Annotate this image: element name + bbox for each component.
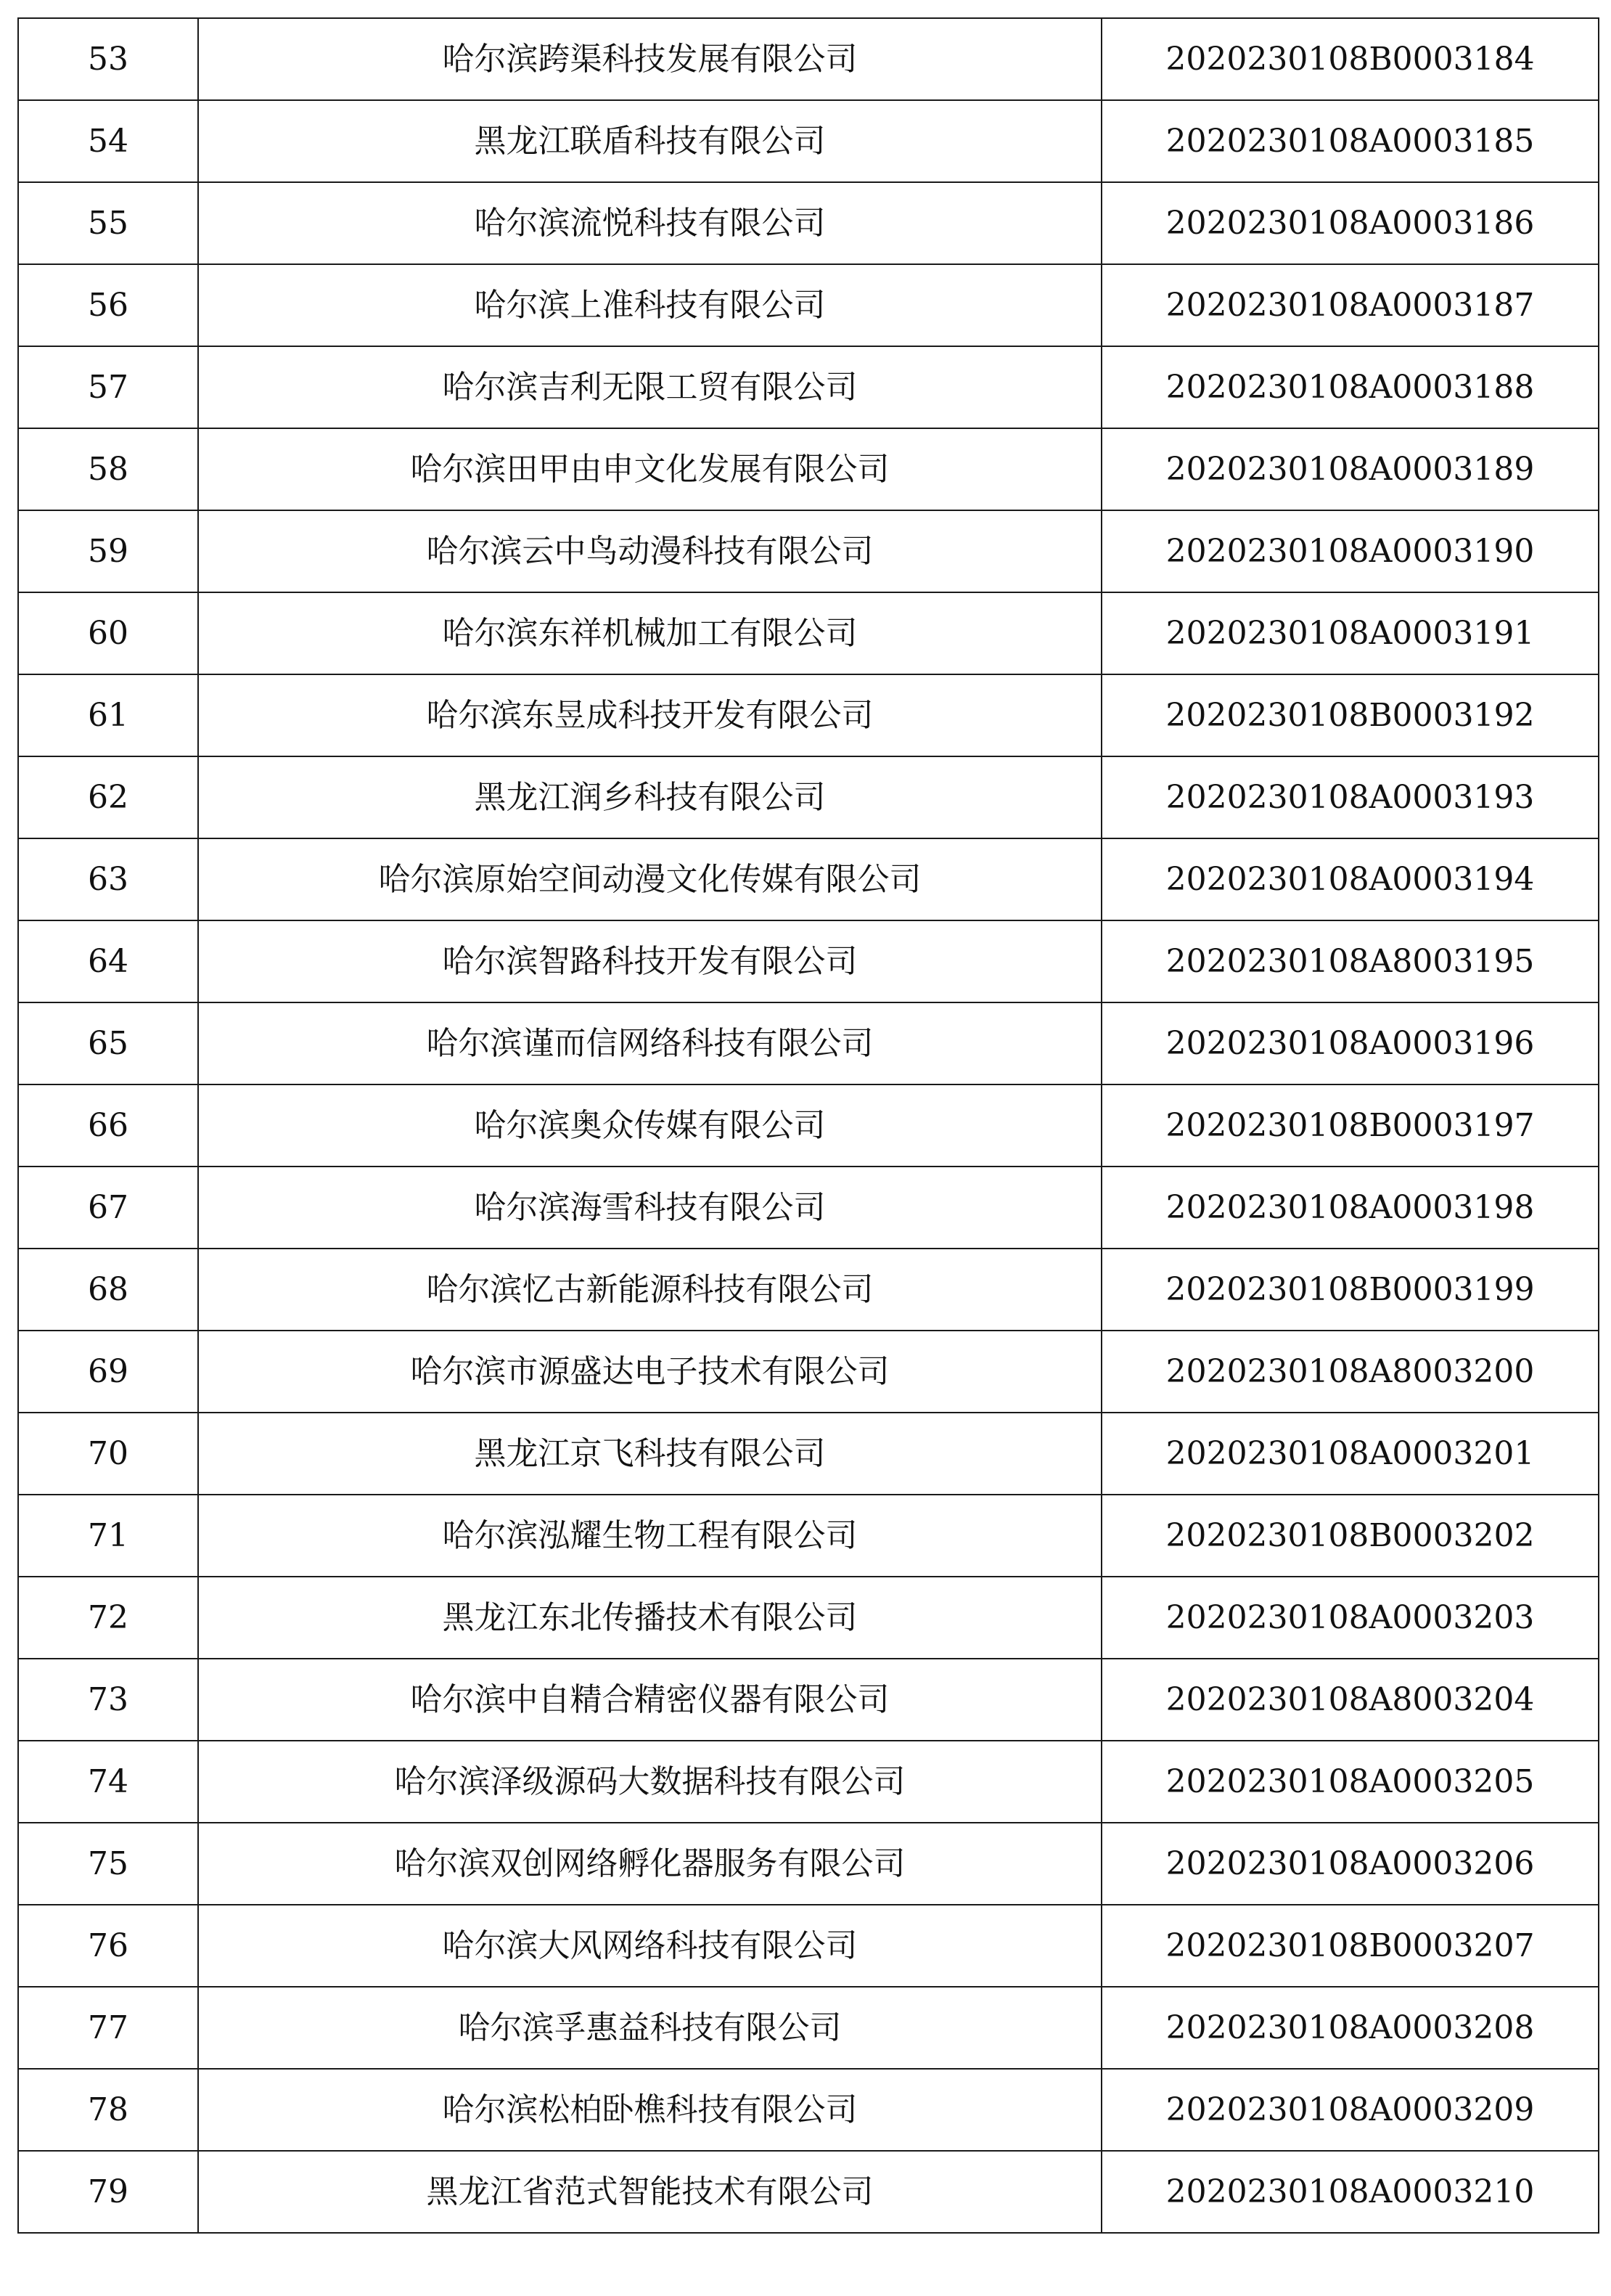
row-number-cell: 53 xyxy=(18,18,198,100)
row-number-cell: 74 xyxy=(18,1741,198,1823)
registration-code-cell: 2020230108A8003204 xyxy=(1102,1659,1599,1741)
table-row xyxy=(18,2069,1599,2151)
table-row xyxy=(18,264,1599,346)
company-name-cell: 哈尔滨双创网络孵化器服务有限公司 xyxy=(198,1823,1102,1905)
table-row xyxy=(18,674,1599,756)
registration-code-cell: 2020230108A0003209 xyxy=(1102,2069,1599,2151)
registration-code-cell: 2020230108A0003194 xyxy=(1102,838,1599,920)
row-number-cell: 79 xyxy=(18,2151,198,2233)
row-number-cell: 69 xyxy=(18,1331,198,1413)
row-number-cell: 67 xyxy=(18,1167,198,1249)
table-row xyxy=(18,1331,1599,1413)
registration-code-cell: 2020230108A0003190 xyxy=(1102,510,1599,592)
company-name-cell: 哈尔滨谨而信网络科技有限公司 xyxy=(198,1002,1102,1084)
table-row xyxy=(18,1084,1599,1167)
company-name-cell: 哈尔滨智路科技开发有限公司 xyxy=(198,920,1102,1002)
registration-code-cell: 2020230108A0003185 xyxy=(1102,100,1599,182)
table-row xyxy=(18,510,1599,592)
company-name-cell: 哈尔滨大风网络科技有限公司 xyxy=(198,1905,1102,1987)
row-number-cell: 56 xyxy=(18,264,198,346)
row-number-cell: 70 xyxy=(18,1413,198,1495)
company-name-cell: 哈尔滨泓耀生物工程有限公司 xyxy=(198,1495,1102,1577)
company-name-cell: 黑龙江润乡科技有限公司 xyxy=(198,756,1102,838)
row-number-cell: 60 xyxy=(18,592,198,674)
company-name-cell: 哈尔滨泽级源码大数据科技有限公司 xyxy=(198,1741,1102,1823)
registration-code-cell: 2020230108B0003202 xyxy=(1102,1495,1599,1577)
company-name-cell: 哈尔滨云中鸟动漫科技有限公司 xyxy=(198,510,1102,592)
row-number-cell: 58 xyxy=(18,428,198,510)
row-number-cell: 73 xyxy=(18,1659,198,1741)
company-name-cell: 哈尔滨奥众传媒有限公司 xyxy=(198,1084,1102,1167)
table-row xyxy=(18,1905,1599,1987)
table-row xyxy=(18,592,1599,674)
table-row xyxy=(18,756,1599,838)
company-registry-table xyxy=(17,17,1599,2234)
row-number-cell: 61 xyxy=(18,674,198,756)
company-name-cell: 黑龙江省范式智能技术有限公司 xyxy=(198,2151,1102,2233)
registration-code-cell: 2020230108A0003186 xyxy=(1102,182,1599,264)
registration-code-cell: 2020230108B0003199 xyxy=(1102,1249,1599,1331)
table-row xyxy=(18,346,1599,428)
company-name-cell: 哈尔滨孚惠益科技有限公司 xyxy=(198,1987,1102,2069)
registration-code-cell: 2020230108A8003200 xyxy=(1102,1331,1599,1413)
company-name-cell: 哈尔滨东祥机械加工有限公司 xyxy=(198,592,1102,674)
table-row xyxy=(18,18,1599,100)
company-name-cell: 哈尔滨田甲由申文化发展有限公司 xyxy=(198,428,1102,510)
table-row xyxy=(18,1823,1599,1905)
company-name-cell: 黑龙江京飞科技有限公司 xyxy=(198,1413,1102,1495)
document-page xyxy=(17,17,1594,2234)
company-name-cell: 哈尔滨中自精合精密仪器有限公司 xyxy=(198,1659,1102,1741)
row-number-cell: 63 xyxy=(18,838,198,920)
table-row xyxy=(18,1741,1599,1823)
company-name-cell: 哈尔滨原始空间动漫文化传媒有限公司 xyxy=(198,838,1102,920)
company-name-cell: 黑龙江联盾科技有限公司 xyxy=(198,100,1102,182)
table-row xyxy=(18,838,1599,920)
table-row xyxy=(18,1167,1599,1249)
row-number-cell: 77 xyxy=(18,1987,198,2069)
registration-code-cell: 2020230108A0003201 xyxy=(1102,1413,1599,1495)
table-row xyxy=(18,1659,1599,1741)
table-row xyxy=(18,1987,1599,2069)
registration-code-cell: 2020230108A0003189 xyxy=(1102,428,1599,510)
table-row xyxy=(18,2151,1599,2233)
table-row xyxy=(18,182,1599,264)
row-number-cell: 55 xyxy=(18,182,198,264)
registration-code-cell: 2020230108A0003203 xyxy=(1102,1577,1599,1659)
row-number-cell: 62 xyxy=(18,756,198,838)
company-name-cell: 哈尔滨跨渠科技发展有限公司 xyxy=(198,18,1102,100)
table-row xyxy=(18,1577,1599,1659)
row-number-cell: 66 xyxy=(18,1084,198,1167)
company-name-cell: 哈尔滨吉利无限工贸有限公司 xyxy=(198,346,1102,428)
registration-code-cell: 2020230108A0003188 xyxy=(1102,346,1599,428)
company-name-cell: 哈尔滨东昱成科技开发有限公司 xyxy=(198,674,1102,756)
registration-code-cell: 2020230108A0003187 xyxy=(1102,264,1599,346)
company-name-cell: 哈尔滨流悦科技有限公司 xyxy=(198,182,1102,264)
row-number-cell: 75 xyxy=(18,1823,198,1905)
registration-code-cell: 2020230108A0003198 xyxy=(1102,1167,1599,1249)
registration-code-cell: 2020230108A0003196 xyxy=(1102,1002,1599,1084)
registration-code-cell: 2020230108A0003210 xyxy=(1102,2151,1599,2233)
registration-code-cell: 2020230108A0003208 xyxy=(1102,1987,1599,2069)
registration-code-cell: 2020230108A0003191 xyxy=(1102,592,1599,674)
row-number-cell: 59 xyxy=(18,510,198,592)
registration-code-cell: 2020230108A0003193 xyxy=(1102,756,1599,838)
registration-code-cell: 2020230108A0003206 xyxy=(1102,1823,1599,1905)
row-number-cell: 54 xyxy=(18,100,198,182)
row-number-cell: 71 xyxy=(18,1495,198,1577)
row-number-cell: 65 xyxy=(18,1002,198,1084)
row-number-cell: 72 xyxy=(18,1577,198,1659)
registration-code-cell: 2020230108B0003184 xyxy=(1102,18,1599,100)
registration-code-cell: 2020230108B0003207 xyxy=(1102,1905,1599,1987)
table-row xyxy=(18,1002,1599,1084)
row-number-cell: 57 xyxy=(18,346,198,428)
registration-code-cell: 2020230108A0003205 xyxy=(1102,1741,1599,1823)
registration-code-cell: 2020230108A8003195 xyxy=(1102,920,1599,1002)
table-row xyxy=(18,100,1599,182)
table-body xyxy=(18,18,1599,2233)
registration-code-cell: 2020230108B0003192 xyxy=(1102,674,1599,756)
row-number-cell: 64 xyxy=(18,920,198,1002)
table-row xyxy=(18,1495,1599,1577)
registration-code-cell: 2020230108B0003197 xyxy=(1102,1084,1599,1167)
row-number-cell: 78 xyxy=(18,2069,198,2151)
table-row xyxy=(18,1249,1599,1331)
table-row xyxy=(18,428,1599,510)
row-number-cell: 76 xyxy=(18,1905,198,1987)
company-name-cell: 哈尔滨上准科技有限公司 xyxy=(198,264,1102,346)
row-number-cell: 68 xyxy=(18,1249,198,1331)
company-name-cell: 哈尔滨忆古新能源科技有限公司 xyxy=(198,1249,1102,1331)
table-row xyxy=(18,1413,1599,1495)
company-name-cell: 哈尔滨松柏卧樵科技有限公司 xyxy=(198,2069,1102,2151)
company-name-cell: 哈尔滨海雪科技有限公司 xyxy=(198,1167,1102,1249)
company-name-cell: 黑龙江东北传播技术有限公司 xyxy=(198,1577,1102,1659)
company-name-cell: 哈尔滨市源盛达电子技术有限公司 xyxy=(198,1331,1102,1413)
table-row xyxy=(18,920,1599,1002)
